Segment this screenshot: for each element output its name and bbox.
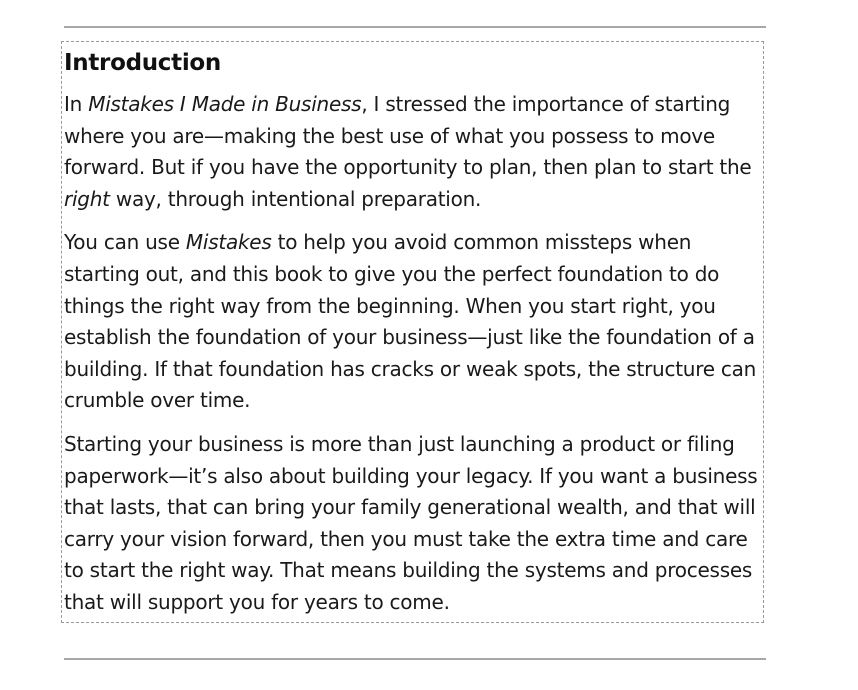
paragraph-2 (64, 227, 768, 417)
mistakes-italic: Mistakes (185, 230, 272, 255)
paragraph-2-run-1: You can use (64, 230, 186, 255)
paragraph-1 (64, 89, 768, 215)
bottom-horizontal-rule (64, 658, 766, 660)
section-heading: Introduction (64, 50, 221, 76)
right-italic: right (64, 186, 110, 211)
document-content (64, 46, 768, 631)
paragraph-3-run-1: Starting your business is more than just launching a product or filing paperwork—it’s also about building your legacy. If you want a business that lasts, that can bring your family generational wealth, and that will carry your vision forward, then you must take the extra time and care to start the right way. That means building the systems and processes that will support you for years to come. (64, 431, 758, 614)
paragraph-1-run-3: , I stressed the importance of starting where you are—making the best use of what you possess to move forward. But if you have the opportunity to plan, then plan to start the (64, 92, 752, 180)
top-horizontal-rule (64, 26, 766, 28)
book-title-italic: Mistakes I Made in Business (88, 92, 362, 116)
paragraph-1-run-1: In (64, 92, 89, 116)
paragraph-3 (64, 429, 768, 619)
paragraph-1-run-5: way, through intentional preparation. (109, 186, 482, 211)
paragraph-2-run-3: to help you avoid common missteps when starting out, and this book to give you the perfect foundation to do things the right way from the beginning. When you start right, you establish the foundation of your business—just like the foundation of a building. If that foundation has cracks or weak spots, the structure can crumble over time. (64, 230, 757, 413)
